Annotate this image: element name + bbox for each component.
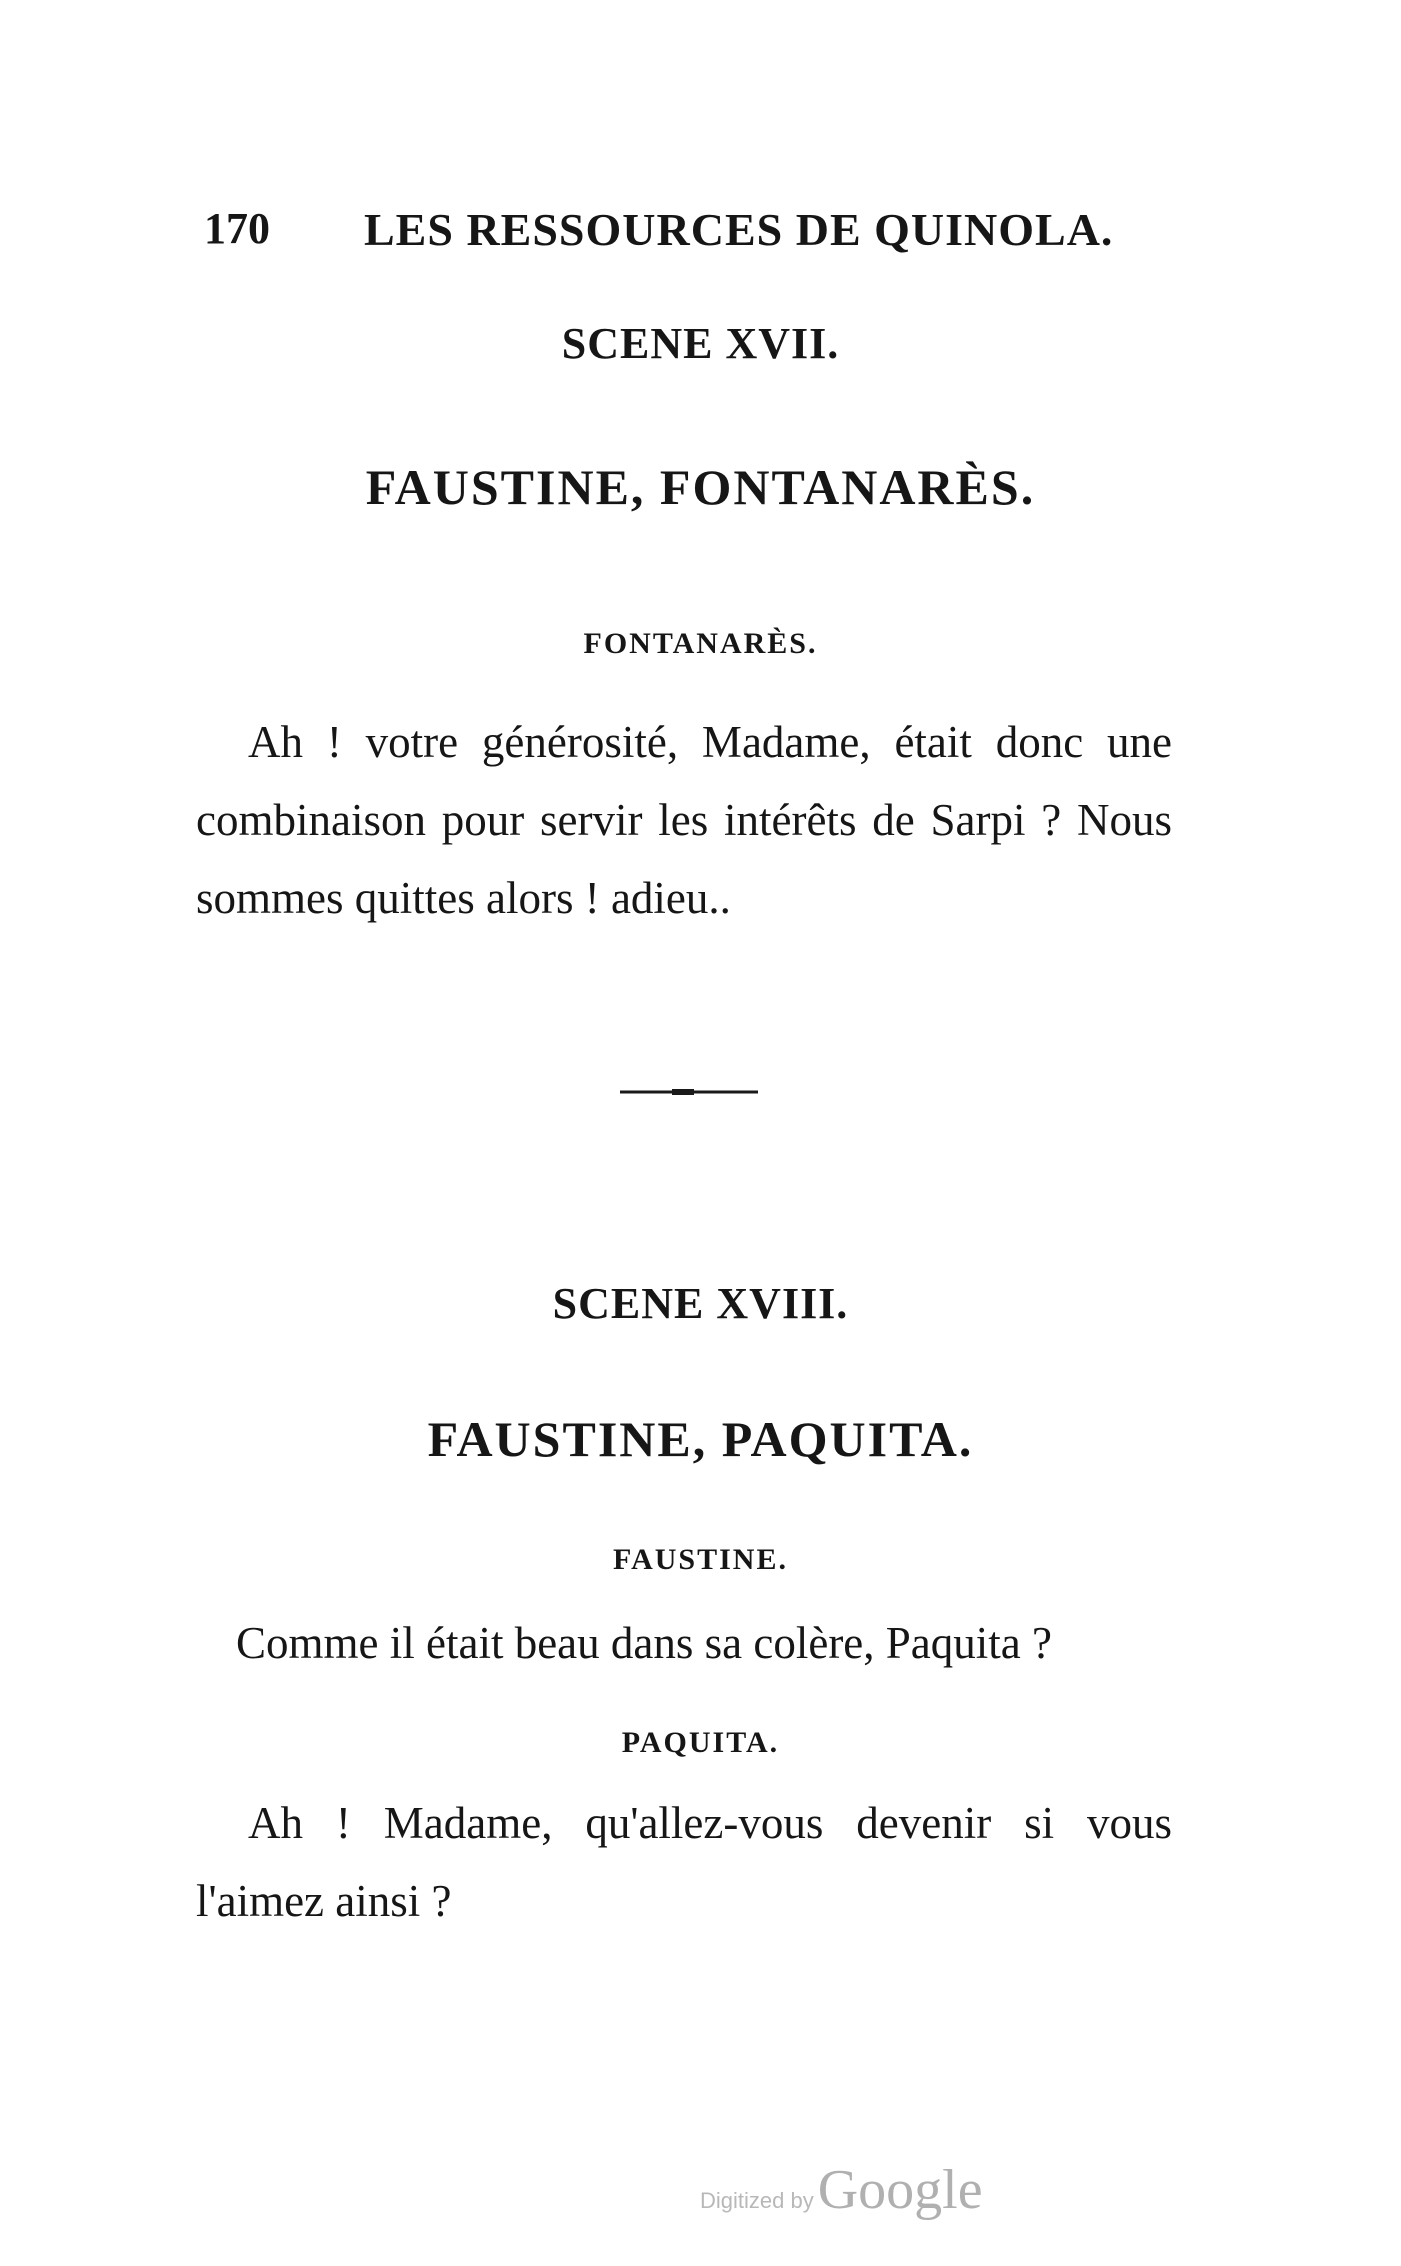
section-ornament xyxy=(620,1088,758,1096)
google-logo: Google xyxy=(817,2159,983,2221)
scene-18-speaker-faustine: FAUSTINE. xyxy=(613,1543,788,1576)
digitized-watermark xyxy=(700,2158,983,2221)
scene-17-heading: SCENE XVII. xyxy=(561,319,840,368)
scene-18-speech-faustine: Comme il était beau dans sa colère, Paquita ? xyxy=(236,1618,1052,1668)
scene-18-characters: FAUSTINE, PAQUITA. xyxy=(427,1411,974,1467)
scene-18-heading: SCENE XVIII. xyxy=(552,1279,849,1328)
watermark-prefix: Digitized by xyxy=(700,2188,814,2213)
scene-17-speaker: FONTANARÈS. xyxy=(583,627,818,660)
scene-17-characters: FAUSTINE, FONTANARÈS. xyxy=(365,459,1036,515)
page-number: 170 xyxy=(204,204,270,253)
scene-18-speech-paquita: Ah ! Madame, qu'allez-vous devenir si vous l'aimez ainsi ? xyxy=(196,1798,1172,1926)
running-head xyxy=(204,203,1114,263)
running-title: LES RESSOURCES DE QUINOLA. xyxy=(364,204,1114,255)
scene-17-speech: Ah ! votre générosité, Madame, était donc une combinaison pour servir les intérêts de Sarpi ? Nous sommes quittes alors ! adieu.. xyxy=(196,717,1172,923)
scene-18-speaker-paquita: PAQUITA. xyxy=(621,1726,780,1759)
